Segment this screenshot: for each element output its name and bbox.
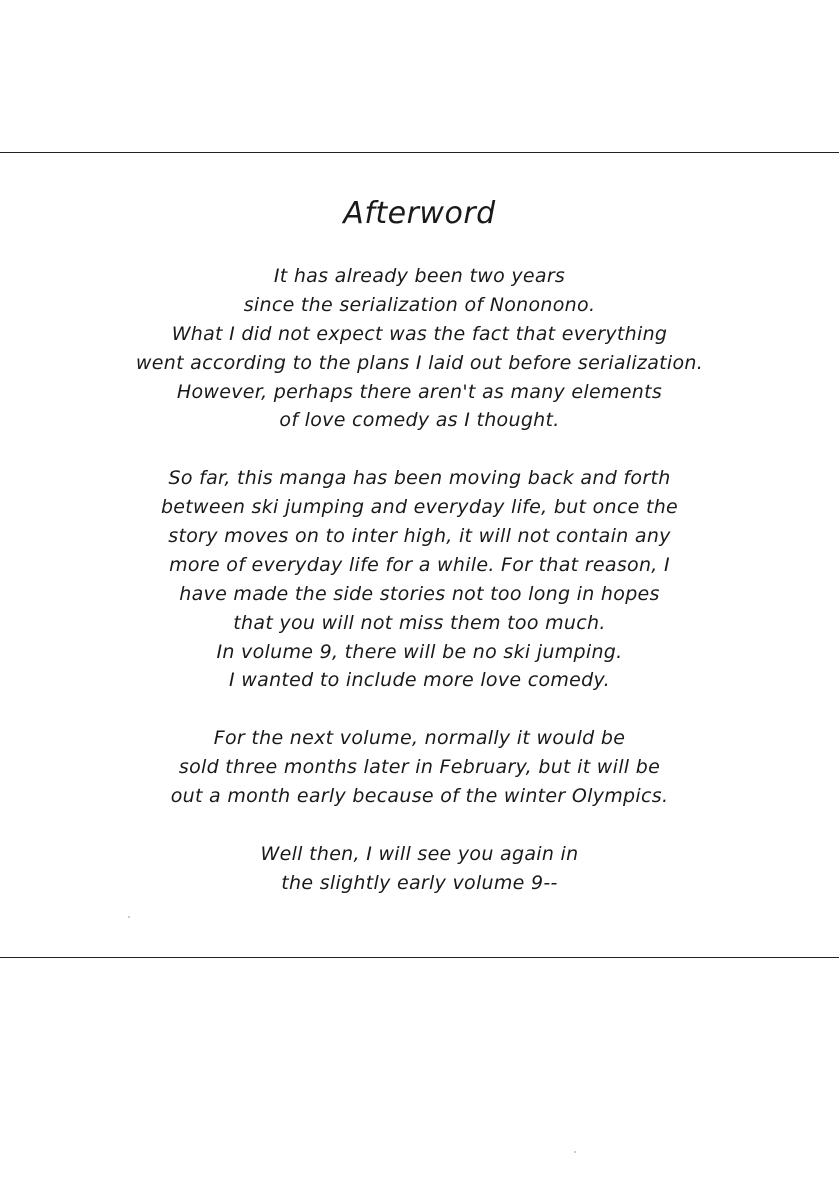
text-line: Well then, I will see you again in (260, 842, 579, 865)
text-line: since the serialization of Nononono. (243, 293, 596, 316)
text-line: So far, this manga has been moving back and forth (168, 467, 671, 490)
text-line: In volume 9, there will be no ski jumping. (216, 640, 623, 663)
text-line: However, perhaps there aren't as many elements (176, 380, 663, 403)
paragraph-gap (0, 435, 839, 464)
paragraph-4 (0, 840, 839, 898)
text-line: out a month early because of the winter Olympics. (170, 785, 669, 808)
text-line: went according to the plans I laid out before serialization. (135, 351, 704, 374)
paragraph-gap (0, 695, 839, 724)
text-line: more of everyday life for a while. For that reason, I (169, 553, 670, 576)
paper-speck (574, 1151, 576, 1153)
text-line: It has already been two years (273, 265, 566, 287)
text-line: of love comedy as I thought. (279, 409, 560, 432)
page-title: Afterword (343, 196, 496, 231)
paragraph-1 (0, 262, 839, 435)
text-line: have made the side stories not too long in hopes (179, 582, 660, 605)
text-line: sold three months later in February, but it will be (178, 756, 661, 779)
text-line: between ski jumping and everyday life, but once the (160, 496, 679, 519)
text-line: story moves on to inter high, it will not contain any (168, 525, 671, 548)
top-divider (0, 152, 839, 153)
paper-speck (128, 916, 130, 918)
text-line: What I did not expect was the fact that everything (171, 322, 668, 345)
text-line: For the next volume, normally it would be (213, 727, 626, 750)
text-line: the slightly early volume 9-- (281, 871, 558, 894)
text-line: that you will not miss them too much. (233, 611, 606, 634)
text-line: I wanted to include more love comedy. (229, 669, 610, 692)
bottom-divider (0, 957, 839, 958)
paragraph-3 (0, 724, 839, 811)
paragraph-gap (0, 811, 839, 840)
paragraph-2 (0, 464, 839, 695)
afterword-body (0, 262, 839, 898)
